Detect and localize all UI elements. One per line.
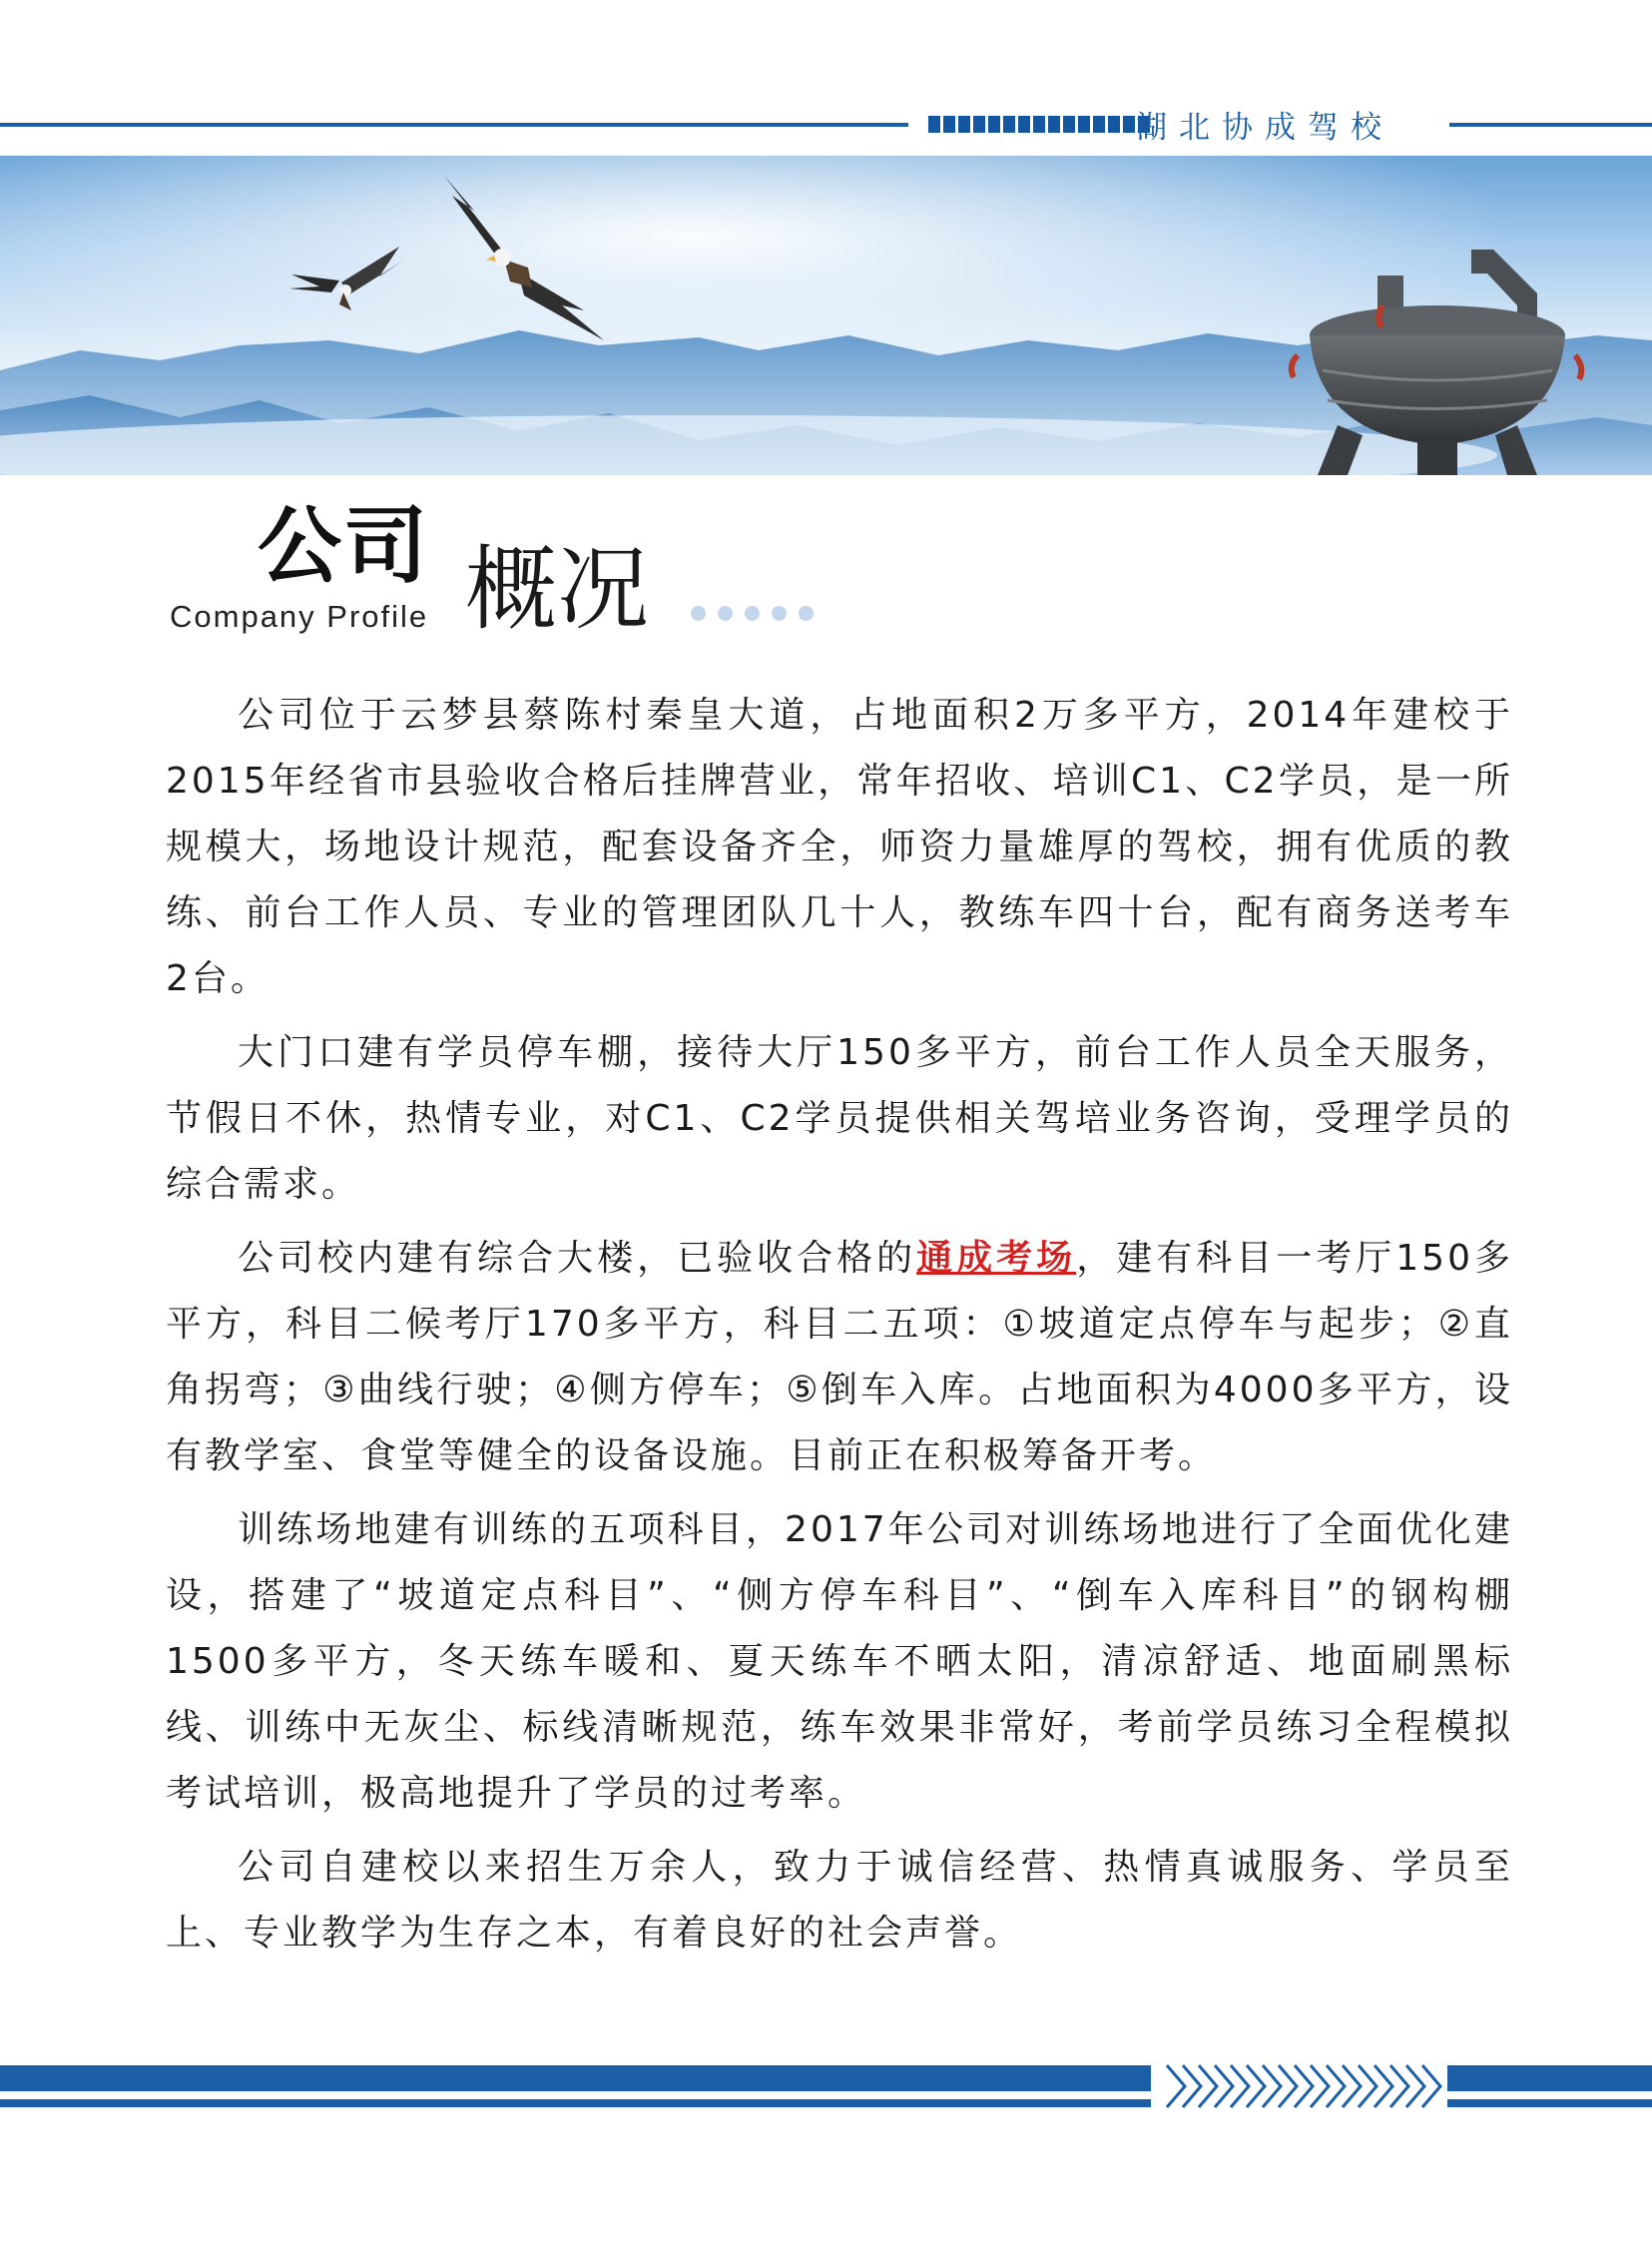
header-banner bbox=[0, 156, 1652, 475]
section-title-strong: 公司 bbox=[258, 497, 430, 595]
heading-decoration-dots bbox=[691, 606, 814, 621]
paragraph-2: 大门口建有学员停车棚，接待大厅150多平方，前台工作人员全天服务，节假日不休，热情专业，对C1、C2学员提供相关驾培业务咨询，受理学员的综合需求。 bbox=[166, 1032, 1513, 1205]
footer-thin-left bbox=[0, 2099, 1151, 2107]
footer-band-right bbox=[1447, 2065, 1652, 2091]
header-rule-left bbox=[0, 123, 908, 127]
paragraph-1: 公司位于云梦县蔡陈村秦皇大道，占地面积2万多平方，2014年建校于2015年经省市县验收合格后挂牌营业，常年招收、培训C1、C2学员，是一所规模大，场地设计规范，配套设备齐全，师资力量雄厚的驾校，拥有优质的教练、前台工作人员、专业的管理团队几十人，教练车四十台，配有商务送考车2台。 bbox=[166, 695, 1513, 999]
footer-band-left bbox=[0, 2065, 1151, 2091]
paragraph-3-before: 公司校内建有综合大楼，已验收合格的 bbox=[238, 1238, 917, 1279]
profile-body bbox=[166, 683, 1513, 1974]
brand-name: 湖北协成驾校 bbox=[1136, 110, 1393, 146]
paragraph-3 bbox=[166, 1226, 1513, 1489]
paragraph-4: 训练场地建有训练的五项科目，2017年公司对训练场地进行了全面优化建设，搭建了“坡道定点科目”、“侧方停车科目”、“倒车入库科目”的钢构棚1500多平方，冬天练车暖和、夏天练车不晒太阳，清凉舒适、地面刷黑标线、训练中无灰尘、标线清晰规范，练车效果非常好，考前学员练习全程模拟考试培训，极高地提升了学员的过考率。 bbox=[166, 1509, 1513, 1814]
section-subtitle-english: Company Profile bbox=[170, 599, 429, 634]
header-rule-right bbox=[1449, 123, 1652, 127]
banner-illustration bbox=[0, 156, 1652, 475]
header-dots bbox=[928, 116, 1150, 133]
paragraph-3-after: ，建有科目一考厅150多平方，科目二候考厅170多平方，科目二五项：①坡道定点停车与起步；②直角拐弯；③曲线行驶；④侧方停车；⑤倒车入库。占地面积为4000多平方，设有教学室、食堂等健全的设备设施。目前正在积极筹备开考。 bbox=[166, 1238, 1513, 1476]
footer-thin-right bbox=[1447, 2099, 1652, 2107]
paragraph-5: 公司自建校以来招生万余人，致力于诚信经营、热情真诚服务、学员至上、专业教学为生存之本，有着良好的社会声誉。 bbox=[166, 1847, 1513, 1954]
section-title-light: 概况 bbox=[465, 536, 650, 643]
footer-chevrons-icon bbox=[1163, 2061, 1442, 2111]
exam-venue-highlight: 通成考场 bbox=[916, 1238, 1077, 1279]
